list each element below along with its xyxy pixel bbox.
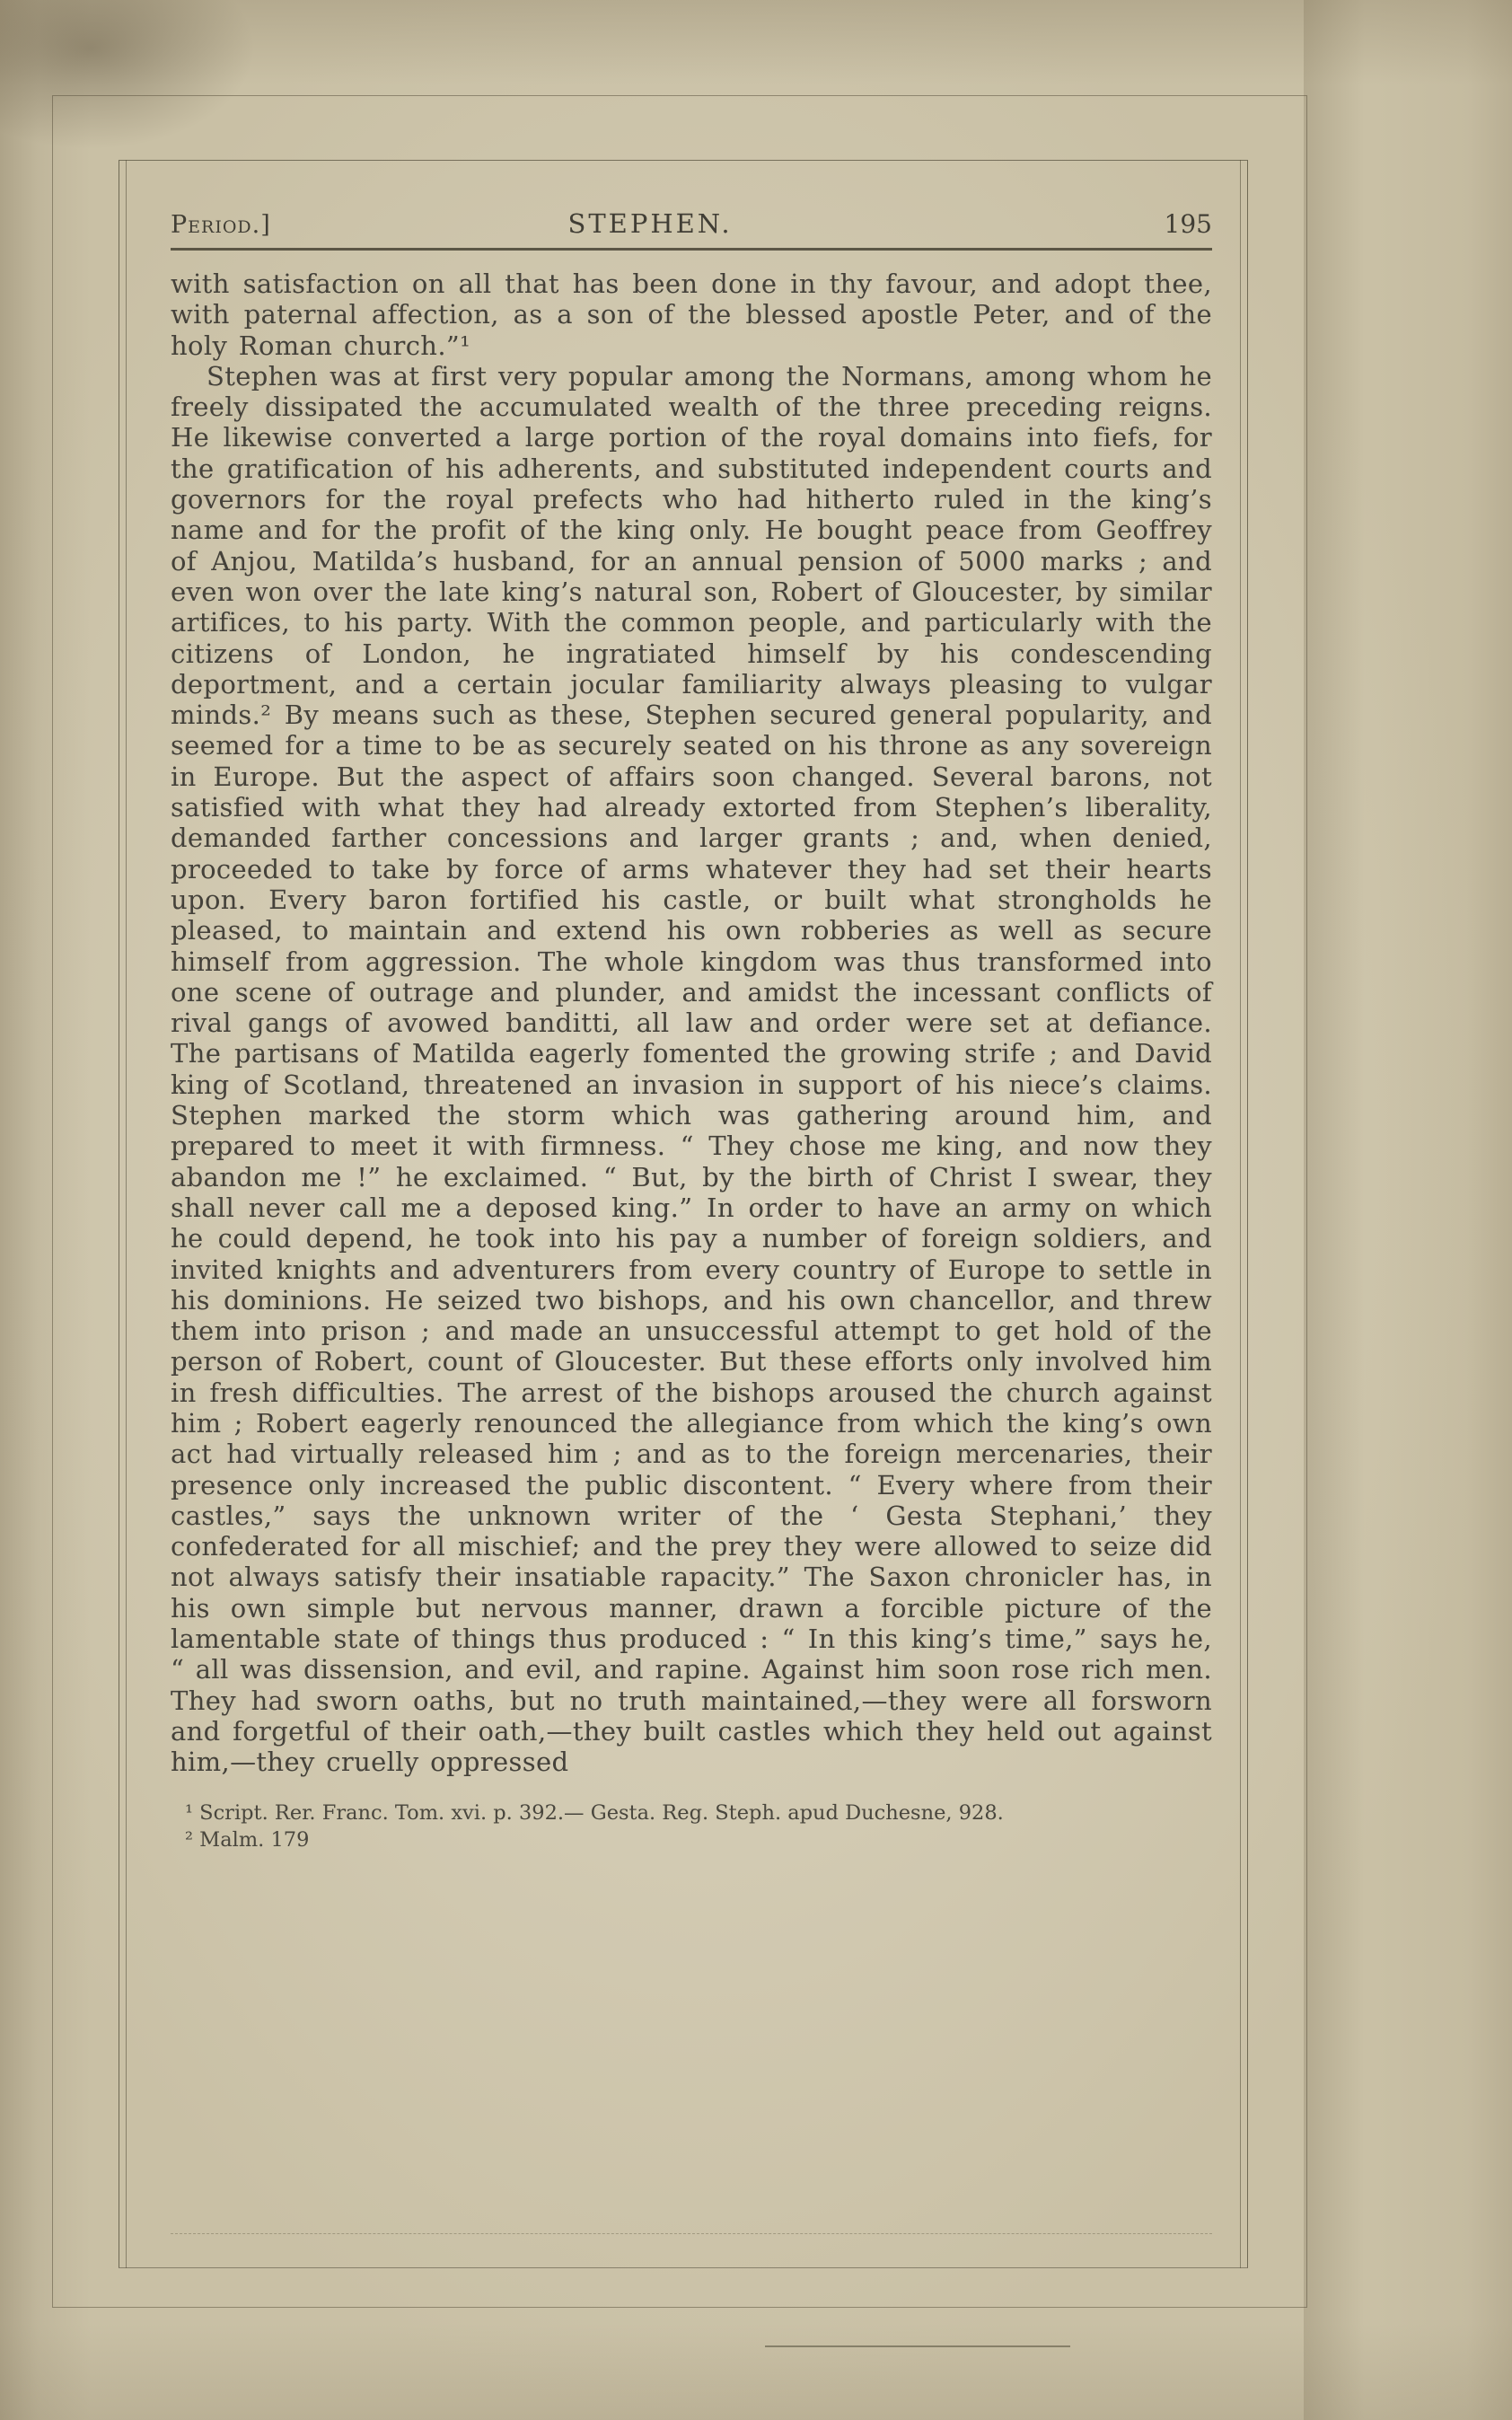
page-content (171, 208, 1212, 1853)
running-head-period: Period.] (171, 211, 271, 239)
running-head (171, 208, 1212, 239)
bottom-faint-rule (171, 2233, 1212, 2234)
body-text (171, 268, 1212, 1778)
footnote-1: ¹ Script. Rer. Franc. Tom. xvi. p. 392.— Gesta. Reg. Steph. apud Duchesne, 928. (185, 1800, 1004, 1825)
page-curl-shadow (1304, 0, 1385, 2420)
footnote-2: ² Malm. 179 (185, 1827, 310, 1852)
paragraph-main: Stephen was at first very popular among the Normans, among whom he freely dissipated the accumulated wealth of the three preceding reigns. He likewise converted a large portion of the royal domains into fiefs, for the gratification of his adherents, and substituted independent courts and governors for the royal prefects who had hitherto ruled in the king’s name and for the profit of the king only. He bought peace from Geoffrey of Anjou, Matilda’s husband, for an annual pension of 5000 marks ; and even won over the late king’s natural son, Robert of Gloucester, by similar artifices, to his party. With the common people, and particularly with the citizens of London, he ingratiated himself by his condescending deportment, and a certain jocular familiarity always pleasing to vulgar minds.² By means such as these, Stephen secured general popularity, and seemed for a time to be as securely seated on his throne as any sovereign in Europe. But the aspect of affairs soon changed. Several barons, not satisfied with what they had already extorted from Stephen’s liberality, demanded farther concessions and larger grants ; and, when denied, proceeded to take by force of arms whatever they had set their hearts upon. Every baron fortified his castle, or built what strongholds he pleased, to maintain and extend his own robberies as well as secure himself from aggression. The whole kingdom was thus transformed into one scene of outrage and plunder, and amidst the incessant conflicts of rival gangs of avowed banditti, all law and order were set at defiance. The partisans of Matilda eagerly fomented the growing strife ; and David king of Scotland, threatened an invasion in support of his niece’s claims. Stephen marked the storm which was gathering around him, and prepared to meet it with firmness. “ They chose me king, and now they abandon me !” he exclaimed. “ But, by the birth of Christ I swear, they shall never call me a deposed king.” In order to have an army on which he could depend, he took into his pay a number of foreign soldiers, and invited knights and adventurers from every country of Europe to settle in his dominions. He seized two bishops, and his own chancellor, and threw them into prison ; and made an unsuccessful attempt to get hold of the person of Robert, count of Gloucester. But these efforts only involved him in fresh difficulties. The arrest of the bishops aroused the church against him ; Robert eagerly renounced the allegiance from which the king’s own act had virtually released him ; and as to the foreign mercenaries, their presence only increased the public discontent. “ Every where from their castles,” says the unknown writer of the ‘ Gesta Stephani,’ they confederated for all mischief; and the prey they were allowed to seize did not always satisfy their insatiable rapacity.” The Saxon chronicler has, in his own simple but nervous manner, drawn a forcible picture of the lamentable state of things thus produced : “ In this king’s time,” says he, “ all was dissension, and evil, and rapine. Against him soon rose rich men. They had sworn oaths, but no truth maintained,—they were all forsworn and forgetful of their oath,—they built castles which they held out against him,—they cruelly oppressed (171, 360, 1212, 1778)
bottom-short-rule (765, 2345, 1070, 2347)
page-number: 195 (1164, 209, 1212, 239)
paragraph-continuation: with satisfaction on all that has been done in thy favour, and adopt thee, with paternal affection, as a son of the blessed apostle Peter, and of the holy Roman church.”¹ (171, 268, 1212, 361)
footnotes (171, 1800, 1212, 1853)
header-rule (171, 248, 1212, 251)
running-head-title: STEPHEN. (567, 208, 733, 239)
